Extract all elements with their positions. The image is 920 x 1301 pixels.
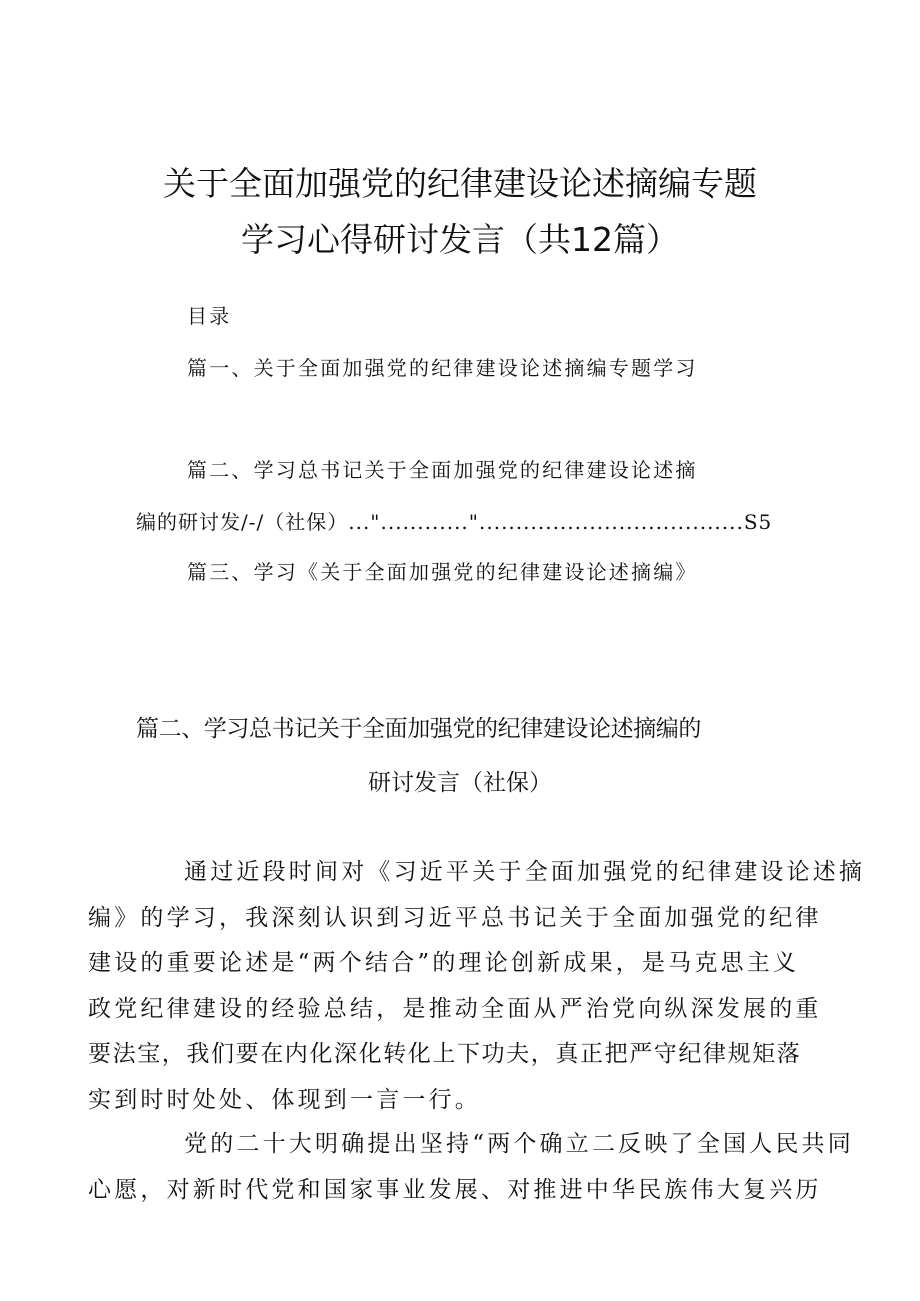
body-paragraph-2 xyxy=(88,1122,854,1213)
body-paragraph-1 xyxy=(88,850,866,1123)
paragraph-line: 实到时时处处、体现到一言一行。 xyxy=(88,1086,481,1113)
document-title-line-1: 关于全面加强党的纪律建设论述摘编专题 xyxy=(163,164,757,203)
paragraph-line: 通过近段时间对《习近平关于全面加强党的纪律建设论述摘 xyxy=(184,859,866,885)
paragraph-line: 政党纪律建设的经验总结，是推动全面从严治党向纵深发展的重 xyxy=(88,995,822,1022)
paragraph-line: 要法宝，我们要在内化深化转化上下功夫，真正把严守纪律规矩落 xyxy=(88,1041,802,1067)
section-heading-line-1: 篇二、学习总书记关于全面加强党的纪律建设论述摘编的 xyxy=(136,716,702,742)
toc-item-2-line-1[interactable]: 篇二、学习总书记关于全面加强党的纪律建设论述摘 xyxy=(187,458,698,482)
document-title-line-2: 学习心得研讨发言（共12篇） xyxy=(241,220,679,259)
paragraph-line: 党的二十大明确提出坚持“两个确立二反映了全国人民共同 xyxy=(184,1131,854,1157)
toc-label: 目录 xyxy=(187,304,232,328)
paragraph-line: 建设的重要论述是“两个结合”的理论创新成果，是马克思主义 xyxy=(88,950,800,976)
paragraph-line: 心愿，对新时代党和国家事业发展、对推进中华民族伟大复兴历 xyxy=(88,1176,822,1203)
toc-item-2-line-2[interactable]: 编的研讨发/-/（社保）..."............"....................................S5 xyxy=(136,510,773,534)
toc-item-1[interactable]: 篇一、关于全面加强党的纪律建设论述摘编专题学习 xyxy=(187,356,698,380)
toc-item-3[interactable]: 篇三、学习《关于全面加强党的纪律建设论述摘编》 xyxy=(187,560,698,584)
section-heading-line-2: 研讨发言（社保） xyxy=(368,770,552,796)
paragraph-line: 编》的学习，我深刻认识到习近平总书记关于全面加强党的纪律 xyxy=(88,904,822,931)
